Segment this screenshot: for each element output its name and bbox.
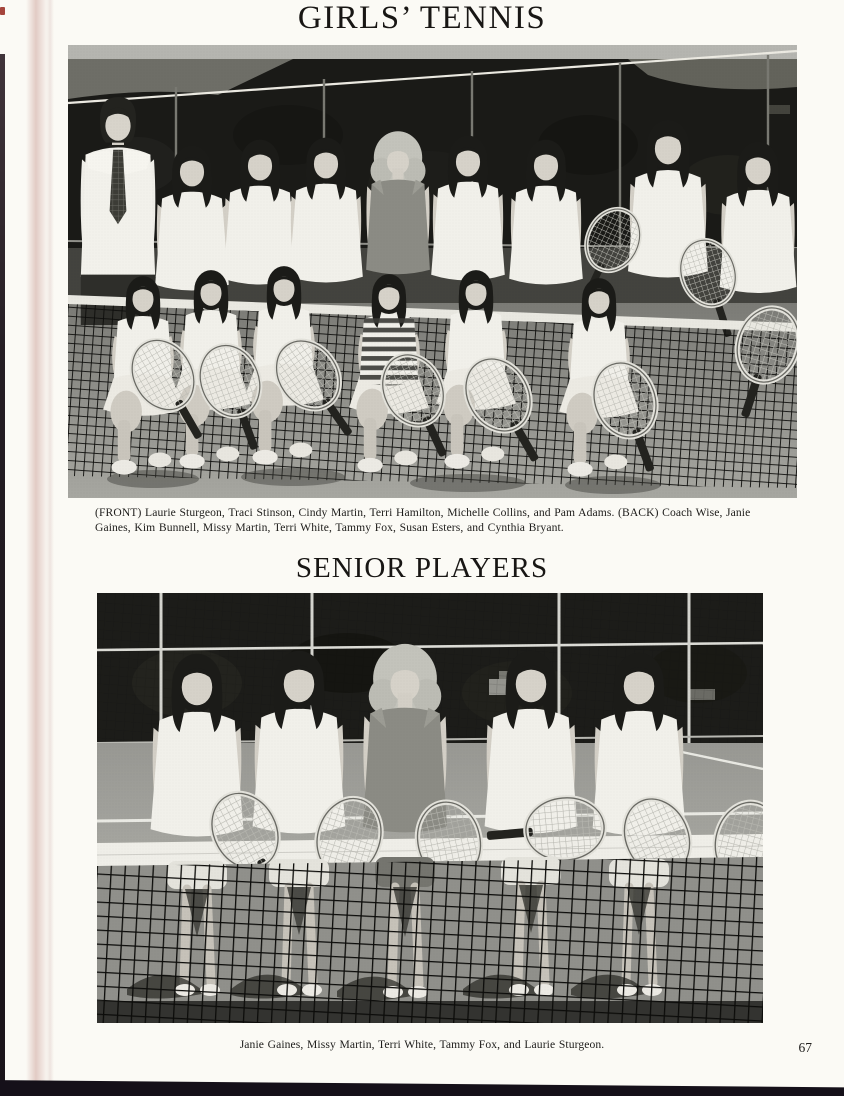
page-number: 67 [798,1040,812,1055]
team-photo [68,45,797,498]
senior-photo-illustration [97,593,763,1023]
team-photo-caption [95,506,775,536]
scan-bottom-edge [0,1078,844,1096]
caption-line-2: Gaines, Kim Bunnell, Missy Martin, Terri White, Tammy Fox, Susan Esters, and Cynthia Bryant. [95,520,564,534]
team-photo-illustration [68,45,797,498]
photo2-halftone [97,593,763,1023]
senior-photo-caption: Janie Gaines, Missy Martin, Terri White, Tammy Fox, and Laurie Sturgeon. [239,1038,605,1051]
senior-players-heading: SENIOR PLAYERS [295,552,549,584]
senior-players-photo [97,593,763,1023]
caption-line-1: (FRONT) Laurie Sturgeon, Traci Stinson, Cindy Martin, Terri Hamilton, Michelle Collins, and Pam Adams. (BACK) Coach Wise, Janie [95,506,751,519]
photo1-halftone [68,45,797,498]
page-title: GIRLS’ TENNIS [297,0,547,36]
page-crease-faint [46,0,54,1096]
page-crease [26,0,48,1096]
